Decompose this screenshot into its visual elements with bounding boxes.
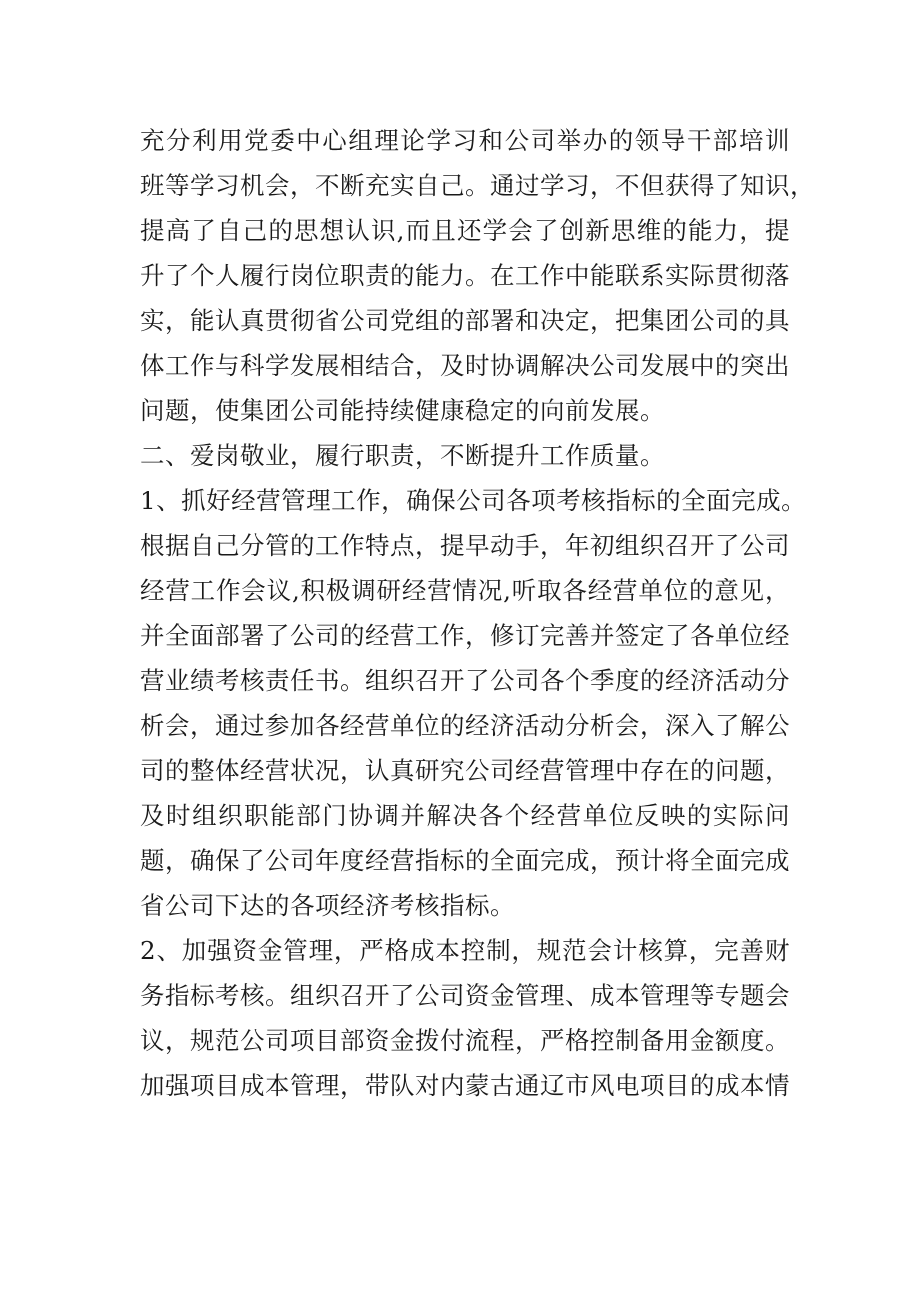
text-line: 提高了自己的思想认识,而且还学会了创新思维的能力，提 [140, 216, 790, 245]
section-heading: 二、爱岗敬业，履行职责，不断提升工作质量。 [140, 441, 665, 470]
text-line: 实，能认真贯彻省公司党组的部署和决定，把集团公司的具 [140, 306, 790, 335]
document-body [140, 118, 815, 1108]
text-line: 营业绩考核责任书。组织召开了公司各个季度的经济活动分 [140, 666, 790, 695]
text-line: 加强项目成本管理，带队对内蒙古通辽市风电项目的成本情 [140, 1071, 790, 1100]
text-line: 议，规范公司项目部资金拨付流程，严格控制备用金额度。 [140, 1026, 790, 1055]
text-line: 务指标考核。组织召开了公司资金管理、成本管理等专题会 [140, 981, 790, 1010]
text-line: 体工作与科学发展相结合，及时协调解决公司发展中的突出 [140, 351, 790, 380]
text-line: 析会，通过参加各经营单位的经济活动分析会，深入了解公 [140, 711, 790, 740]
text-line: 问题，使集团公司能持续健康稳定的向前发展。 [140, 396, 665, 425]
text-line: 升了个人履行岗位职责的能力。在工作中能联系实际贯彻落 [140, 261, 790, 290]
text-line: 及时组织职能部门协调并解决各个经营单位反映的实际问 [140, 801, 790, 830]
text-line: 并全面部署了公司的经营工作，修订完善并签定了各单位经 [140, 621, 790, 650]
text-line: 2、加强资金管理，严格成本控制，规范会计核算，完善财 [140, 936, 790, 965]
text-line: 题，确保了公司年度经营指标的全面完成，预计将全面完成 [140, 846, 790, 875]
text-line: 司的整体经营状况，认真研究公司经营管理中存在的问题， [140, 756, 790, 785]
text-line: 经营工作会议,积极调研经营情况,听取各经营单位的意见， [140, 576, 790, 605]
text-line: 充分利用党委中心组理论学习和公司举办的领导干部培训 [140, 126, 790, 155]
text-line: 班等学习机会，不断充实自己。通过学习，不但获得了知识， [140, 171, 815, 200]
text-line: 1、抓好经营管理工作，确保公司各项考核指标的全面完成。 [140, 486, 807, 515]
text-line: 省公司下达的各项经济考核指标。 [140, 891, 515, 920]
text-line: 根据自己分管的工作特点，提早动手，年初组织召开了公司 [140, 531, 790, 560]
